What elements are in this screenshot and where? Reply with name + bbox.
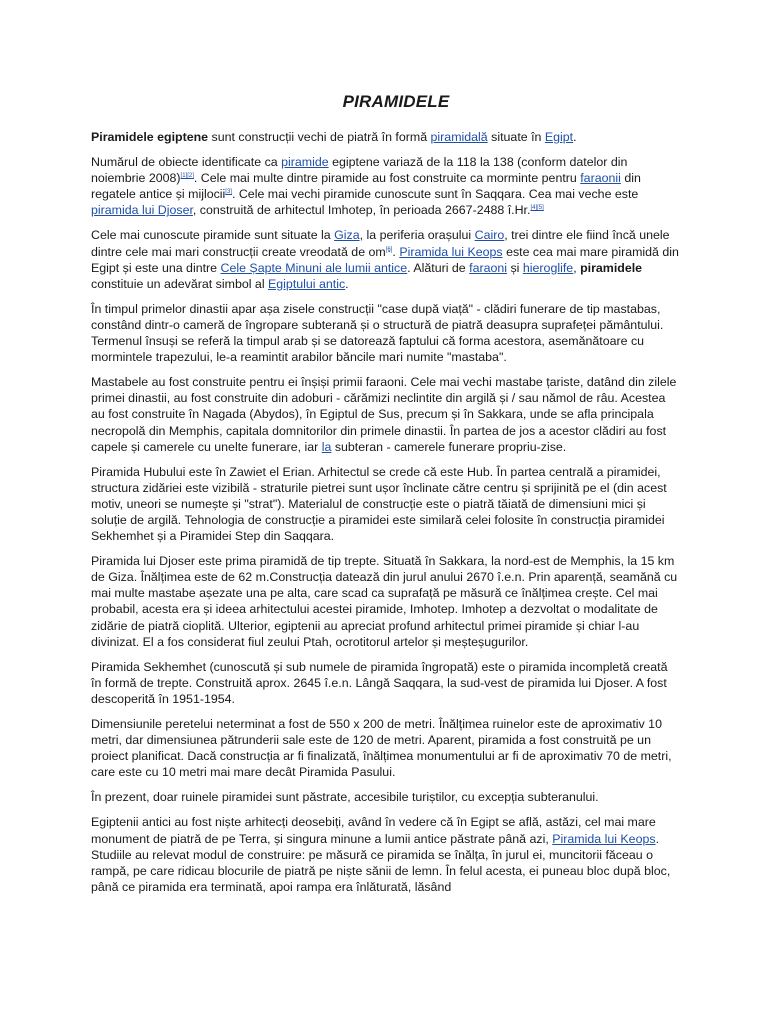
paragraph-djoser: Piramida lui Djoser este prima piramidă de tip trepte. Situată în Sakkara, la nord-est de Memphis, la 15 km de Giza. Înălțimea este de 62 m.Construcția datează din jurul anului 2670 î.e.n. Prin aparență, seamănă cu mai multe mastabe așezate una pe alta, care scad ca suprafață pe măsură ce înălțimea crește. Cel mai probabil, acesta era și ideea arhitectului acestei piramide, Imhotep. Imhotep a dezvoltat o modalitate de zidărie de piatră cioplită. Ulterior, egiptenii au apreciat profund arhitectul primei piramide și chiar l-au divinizat. El a fos considerat fiul zeului Ptah, ocrotitorul artelor și meșteșugurilor. xyxy=(91,554,678,649)
text: , la periferia orașului xyxy=(359,228,475,243)
bold-term: Piramidele egiptene xyxy=(91,130,209,144)
text: . xyxy=(573,130,577,144)
link-faraonii[interactable]: faraonii xyxy=(580,171,621,186)
link-cairo[interactable]: Cairo xyxy=(474,228,505,243)
text: , xyxy=(573,260,581,275)
link-egipt[interactable]: Egipt xyxy=(544,130,574,144)
paragraph-dimensions: Dimensiunile peretelui neterminat a fost de 550 x 200 de metri. Înălțimea ruinelor este de aproximativ 10 metri, dar dimensiunea pătrunderii sale este de 120 de metri. Aparent, piramida a fost construită pe un proiect planificat. Dacă construcția ar fi finalizată, înălțimea monumentului ar fi de aproximativ 70 de metri, care este cu 10 metri mai mare decât Piramida Pasului. xyxy=(91,717,672,780)
paragraph-giza xyxy=(91,227,681,291)
link-sapte-minuni[interactable]: Cele Șapte Minuni ale lumii antice xyxy=(220,260,408,275)
link-giza[interactable]: Giza xyxy=(334,228,360,243)
reference-link[interactable]: [4][5] xyxy=(530,205,544,212)
paragraph-architects xyxy=(91,814,681,894)
text: . Cele mai multe dintre piramide au fost construite ca morminte pentru xyxy=(193,171,581,186)
text: Mastabele au fost construite pentru ei înșiși primii faraoni. Cele mai vechi mastabe țariste, datând din zilele primei dinastii, au fost construite din adoburi - cărămizi neclintite din argilă și / sau nămol de râu. Acestea au fost construite în Nagada (Abydos), în Egiptul de Sus, precum și în Sakkara, unde se afla principala necropolă din Memphis, capitala domnitorilor din primele dinastii. În partea de jos a acestor clădiri au fost capele și camerele cu unelte funerare, iar xyxy=(91,375,677,454)
text: Numărul de obiecte identificate ca xyxy=(91,155,282,170)
paragraph-intro xyxy=(91,129,681,145)
paragraph-count xyxy=(91,154,681,218)
paragraph-ruins: În prezent, doar ruinele piramidei sunt păstrate, accesibile turiștilor, cu excepția subteranului. xyxy=(91,790,599,805)
text: , trei dintre ele fiind încă unele dintre cele mai mari construcții create vreodată de om xyxy=(91,228,670,259)
text: Egiptenii antici au fost niște arhitecți deosebiți, având în vedere că în Egipt se află, astăzi, cel mai mare monument de piatră de pe Terra, și singura minune a lumii antice păstrate până azi, xyxy=(91,815,656,846)
text: . xyxy=(392,244,400,259)
link-piramidala[interactable]: piramidală xyxy=(430,130,488,144)
text: din regatele antice și mijlocii xyxy=(91,171,641,202)
reference-link[interactable]: [6] xyxy=(385,246,393,253)
text: egiptene variază de la 118 la 138 (conform datelor din noiembrie 2008) xyxy=(91,155,628,186)
paragraph-mastabe xyxy=(91,374,681,454)
link-piramida-keops-2[interactable]: Piramida lui Keops xyxy=(552,831,656,846)
link-piramida-keops[interactable]: Piramida lui Keops xyxy=(399,244,503,259)
paragraph-hub: Piramida Hubului este în Zawiet el Erian. Arhitectul se crede că este Hub. În partea centrală a piramidei, structura zidăriei este vizibilă - straturile pietrei sunt ușor înclinate către centru și sprijinită pe el (din acest motiv, uneori se numește și "strat"). Materialul de construcție este o piatră tăiată de dimensiuni mici și soluție de argilă. Tehnologia de construcție a piramidei este similară celei folosite în construcția piramidei Sekhemhet și a Piramidei Step din Saqqara. xyxy=(91,464,667,544)
text: constituie un adevărat simbol al xyxy=(91,276,269,291)
bold-term: piramidele xyxy=(580,260,643,275)
document-page xyxy=(91,92,681,904)
text: sunt construcții vechi de piatră în formă xyxy=(208,130,431,144)
text: . Cele mai vechi piramide cunoscute sunt în Saqqara. Cea mai veche este xyxy=(231,187,639,202)
paragraph-sekhemhet: Piramida Sekhemhet (cunoscută și sub numele de piramida îngropată) este o piramida incompletă creată în formă de trepte. Construită aprox. 2645 î.e.n. Lângă Saqqara, la sud-vest de piramida lui Djoser. A fost descoperită în 1951-1954. xyxy=(91,659,668,706)
link-faraoni[interactable]: faraoni xyxy=(469,260,508,275)
page-title: PIRAMIDELE xyxy=(342,92,450,111)
link-egiptul-antic[interactable]: Egiptului antic xyxy=(268,276,346,291)
link-hieroglife[interactable]: hieroglife xyxy=(522,260,574,275)
link-la[interactable]: la xyxy=(321,439,332,454)
text: . Studiile au relevat modul de construire: pe măsură ce piramida se înălța, în jurul ei, muncitorii făceau o rampă, pe care ridicau blocurile de piatră pe niște sănii de lemn. În felul acesta, ei puneau bloc după bloc, până ce piramida era terminată, apoi rampa era înlăturată, lăsând xyxy=(91,831,671,894)
paragraph-mastaba: În timpul primelor dinastii apar așa zisele construcții "case după viață" - clădiri funerare de tip mastabas, constând dintr-o cameră de îngropare subterană și o structură de piatră deasupra suprafeței pământului. Termenul însuși se referă la timpul arab și se datorează faptului că forma acestora, asemănătoare cu mormintele trapezului, le-a reamintit arabilor băncile mari numite "mastaba". xyxy=(91,301,664,365)
text: și xyxy=(507,260,523,275)
text: , construită de arhitectul Imhotep, în perioada 2667-2488 î.Hr. xyxy=(192,203,531,218)
text: subteran - camerele funerare propriu-zise. xyxy=(331,439,567,454)
text: . Alături de xyxy=(407,260,470,275)
text: situate în xyxy=(487,130,545,144)
text: Cele mai cunoscute piramide sunt situate la xyxy=(91,228,335,243)
reference-link[interactable]: [3] xyxy=(225,189,232,196)
link-piramida-djoser[interactable]: piramida lui Djoser xyxy=(91,203,193,218)
reference-link[interactable]: [1][2] xyxy=(180,173,194,180)
link-piramide[interactable]: piramide xyxy=(281,155,329,170)
text: . xyxy=(345,276,349,291)
text: este cea mai mare piramidă din Egipt și este una dintre xyxy=(91,244,679,275)
